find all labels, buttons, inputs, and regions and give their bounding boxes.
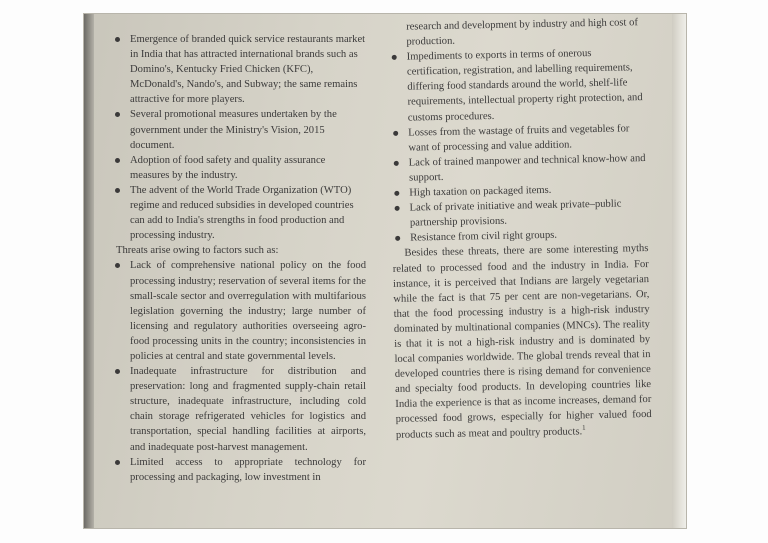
bullet-item: [389, 151, 648, 186]
bullet-item: [110, 153, 366, 183]
bullet-item: [110, 258, 366, 364]
threats-heading: Threats arise owing to factors such as:: [116, 245, 279, 257]
bullet-text: Inadequate infrastructure for distribution and preservation: long and fragmented supply-chain retail structure, inadequate infrastructure, including cold chain storage refrigerated vehicles for logistics and transportation, special handling facilities at airports, and inadequate post-harvest management.: [130, 366, 366, 453]
bullet-item: [110, 32, 366, 107]
bullet-item: [387, 45, 646, 125]
bullet-item: [388, 121, 647, 156]
bullet-icon: [115, 158, 120, 163]
bullet-item: [110, 455, 366, 485]
bullet-icon: [115, 369, 120, 374]
bullet-item: [110, 183, 366, 243]
bullet-icon: [115, 188, 120, 193]
bullet-text: Limited access to appropriate technology for processing and packaging, low investment in: [130, 456, 366, 483]
bullet-icon: [115, 37, 120, 42]
bullet-item: [110, 364, 366, 455]
bullet-item: [110, 107, 366, 152]
bullet-text: Losses from the wastage of fruits and vegetables for want of processing and value addition.: [408, 123, 630, 154]
bullet-icon: [392, 55, 397, 60]
page-edge: [672, 14, 686, 528]
bullet-text: Impediments to exports in terms of onerous certification, registration, and labelling requirements, differing food standards around the world, shelf-life requirements, intellectual property right protection, and customs procedures.: [406, 48, 643, 124]
bullet-text: The advent of the World Trade Organization (WTO) regime and reduced subsidies in developed countries can add to India's strengths in food production and processing industry.: [130, 184, 354, 242]
bullet-icon: [115, 460, 120, 465]
book-spine-shadow: [84, 14, 94, 528]
bullet-text: Emergence of branded quick service restaurants market in India that has attracted international brands such as Domino's, Kentucky Fried Chicken (KFC), McDonald's, Nando's, and Subway; the same remains attractive for more players.: [130, 34, 366, 106]
bullet-icon: [394, 191, 399, 196]
left-column: [110, 32, 366, 485]
bullet-icon: [394, 161, 399, 166]
bullet-text: Lack of private initiative and weak private–public partnership provisions.: [409, 198, 622, 229]
bullet-icon: [395, 206, 400, 211]
right-column: [386, 15, 652, 443]
bullet-text: Lack of trained manpower and technical know-how and support.: [408, 152, 646, 184]
bullet-text: Resistance from civil right groups.: [410, 230, 558, 244]
bullet-icon: [115, 112, 120, 117]
bullet-text: Adoption of food safety and quality assurance measures by the industry.: [130, 154, 326, 181]
bullet-item: [389, 196, 648, 231]
bullet-text: Several promotional measures undertaken by the government under the Ministry's Vision, 2015 document.: [130, 109, 337, 151]
bullet-text: High taxation on packaged items.: [409, 184, 552, 199]
bullet-text: Lack of comprehensive national policy on the food processing industry; reservation of several items for the small-scale sector and overregulation with multifarious legislation governing the industry; large number of licensing and regulatory authorities overseeing agro-food processing units in the country; inconsistencies in policies at central and state governmental levels.: [130, 260, 366, 362]
bullet-icon: [393, 130, 398, 135]
continuation-text: research and development by industry and high cost of production.: [406, 17, 639, 48]
body-paragraph: [390, 241, 652, 442]
book-page: [84, 14, 686, 528]
footnote-marker: 1: [582, 423, 586, 432]
bullet-icon: [395, 236, 400, 241]
bullet-icon: [115, 263, 120, 268]
paragraph-text: Besides these threats, there are some interesting myths related to processed food and the industry in India. For instance, it is perceived that Indians are largely vegetarian while the fact is that 75 per cent are non-vegetarians. Or, that the food processing industry is a high-risk industry dominated by multinational companies (MNCs). The reality is that it is not a high-risk industry and is dominated by local companies worldwide. The global trends reveal that in developed countries there is rising demand for convenience and specialty food products. In developing countries like India the experience is that as income increases, demand for processed food grows, especially for higher valued food products such as meat and poultry products.: [392, 243, 652, 441]
